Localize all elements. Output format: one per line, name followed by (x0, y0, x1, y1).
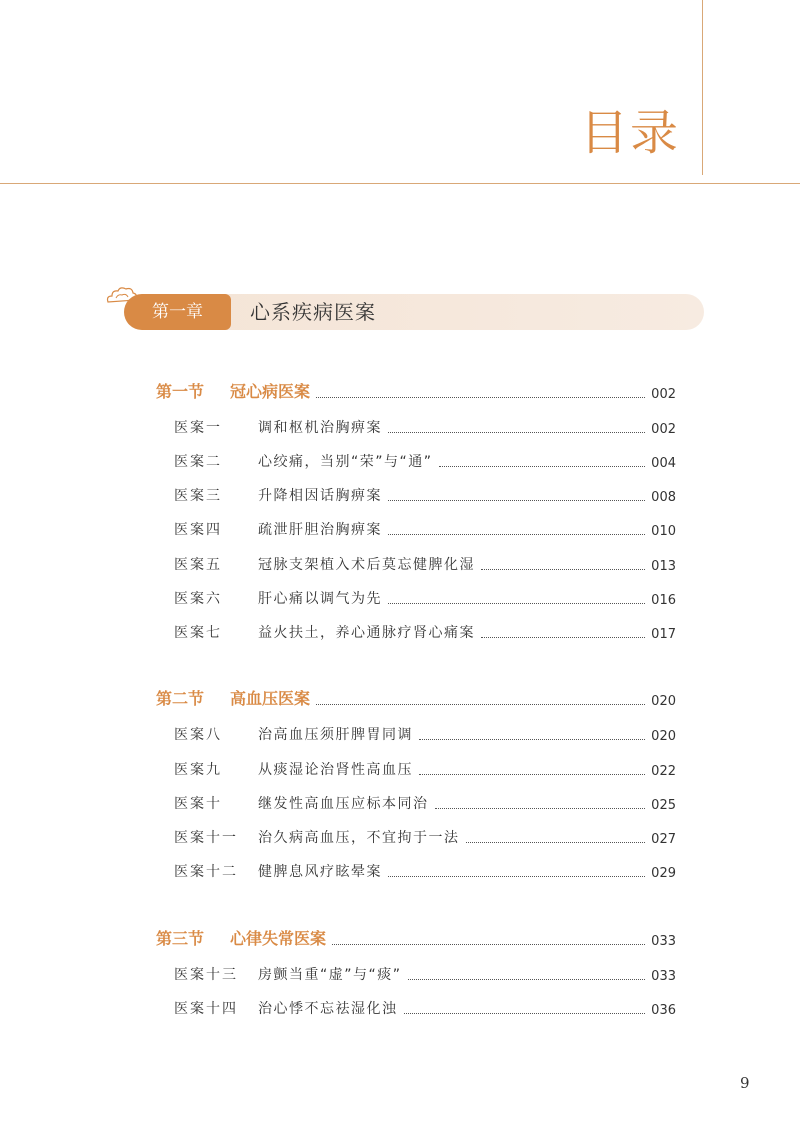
page-number: 033 (651, 969, 676, 984)
toc-entry-row[interactable] (174, 791, 676, 813)
leader-dots (419, 739, 645, 740)
case-title: 疏泄肝胆治胸痹案 (258, 522, 382, 538)
leader-dots (466, 842, 646, 843)
chapter-title: 心系疾病医案 (250, 300, 376, 324)
section-title: 心律失常医案 (230, 929, 327, 948)
case-number: 医案七 (174, 625, 222, 641)
toc-entry-row[interactable] (174, 552, 676, 574)
section-title: 高血压医案 (230, 689, 311, 708)
header-vertical-rule (702, 0, 703, 175)
page-number: 002 (651, 387, 676, 402)
page-number: 027 (651, 832, 676, 847)
case-number: 医案三 (174, 488, 222, 504)
leader-dots (419, 774, 645, 775)
section-label: 第三节 (156, 929, 205, 948)
toc-entry-row[interactable] (174, 859, 676, 881)
page-number: 004 (651, 456, 676, 471)
case-number: 医案十四 (174, 1001, 238, 1017)
toc-entry-row[interactable] (174, 996, 676, 1018)
case-title: 心绞痛，当别“荣”与“通” (258, 454, 433, 470)
leader-dots (408, 979, 646, 980)
case-title: 治高血压须肝脾胃同调 (258, 727, 413, 743)
leader-dots (388, 534, 645, 535)
leader-dots (439, 466, 646, 467)
page-number: 033 (651, 934, 676, 949)
toc-entry-row[interactable] (174, 517, 676, 539)
case-number: 医案四 (174, 522, 222, 538)
toc-entry-row[interactable] (174, 483, 676, 505)
section-title: 冠心病医案 (230, 382, 311, 401)
page-number: 013 (651, 559, 676, 574)
page-number: 016 (651, 593, 676, 608)
page-number: 029 (651, 866, 676, 881)
case-number: 医案十一 (174, 830, 238, 846)
case-number: 医案六 (174, 591, 222, 607)
leader-dots (388, 500, 645, 501)
leader-dots (435, 808, 646, 809)
page-number: 010 (651, 524, 676, 539)
leader-dots (481, 637, 645, 638)
case-number: 医案十 (174, 796, 222, 812)
case-title: 治心悸不忘祛湿化浊 (258, 1001, 398, 1017)
case-title: 益火扶土，养心通脉疗肾心痛案 (258, 625, 475, 641)
page-number: 020 (651, 694, 676, 709)
header-horizontal-rule (0, 183, 800, 184)
toc-entry-row[interactable] (174, 586, 676, 608)
leader-dots (481, 569, 645, 570)
case-number: 医案八 (174, 727, 222, 743)
case-title: 治久病高血压，不宜拘于一法 (258, 830, 460, 846)
leader-dots (388, 603, 645, 604)
toc-entry-row[interactable] (174, 620, 676, 642)
leader-dots (388, 432, 645, 433)
folio-page-number: 9 (740, 1074, 750, 1092)
page-number: 008 (651, 490, 676, 505)
toc-entry-row[interactable] (174, 757, 676, 779)
page-number: 022 (651, 764, 676, 779)
section-label: 第一节 (156, 382, 205, 401)
case-title: 房颤当重“虚”与“痰” (258, 967, 402, 983)
page-title: 目录 (580, 105, 681, 161)
toc-section-row[interactable] (156, 380, 676, 402)
toc-entry-row[interactable] (174, 722, 676, 744)
case-number: 医案十三 (174, 967, 238, 983)
case-title: 肝心痛以调气为先 (258, 591, 382, 607)
toc-entry-row[interactable] (174, 962, 676, 984)
leader-dots (316, 704, 645, 705)
case-title: 调和枢机治胸痹案 (258, 420, 382, 436)
leader-dots (332, 944, 645, 945)
page-number: 036 (651, 1003, 676, 1018)
toc-section-row[interactable] (156, 927, 676, 949)
case-title: 升降相因话胸痹案 (258, 488, 382, 504)
case-number: 医案九 (174, 762, 222, 778)
case-number: 医案二 (174, 454, 222, 470)
section-label: 第二节 (156, 689, 205, 708)
case-number: 医案十二 (174, 864, 238, 880)
leader-dots (388, 876, 645, 877)
toc-section-row[interactable] (156, 687, 676, 709)
page-number: 017 (651, 627, 676, 642)
case-title: 健脾息风疗眩晕案 (258, 864, 382, 880)
case-number: 医案五 (174, 557, 222, 573)
page-number: 020 (651, 729, 676, 744)
case-title: 冠脉支架植入术后莫忘健脾化湿 (258, 557, 475, 573)
page-number: 002 (651, 422, 676, 437)
page-number: 025 (651, 798, 676, 813)
case-title: 继发性高血压应标本同治 (258, 796, 429, 812)
leader-dots (404, 1013, 646, 1014)
toc-entry-row[interactable] (174, 415, 676, 437)
case-number: 医案一 (174, 420, 222, 436)
toc-entry-row[interactable] (174, 449, 676, 471)
case-title: 从痰湿论治肾性高血压 (258, 762, 413, 778)
chapter-label: 第一章 (124, 294, 231, 330)
leader-dots (316, 397, 645, 398)
toc-entry-row[interactable] (174, 825, 676, 847)
